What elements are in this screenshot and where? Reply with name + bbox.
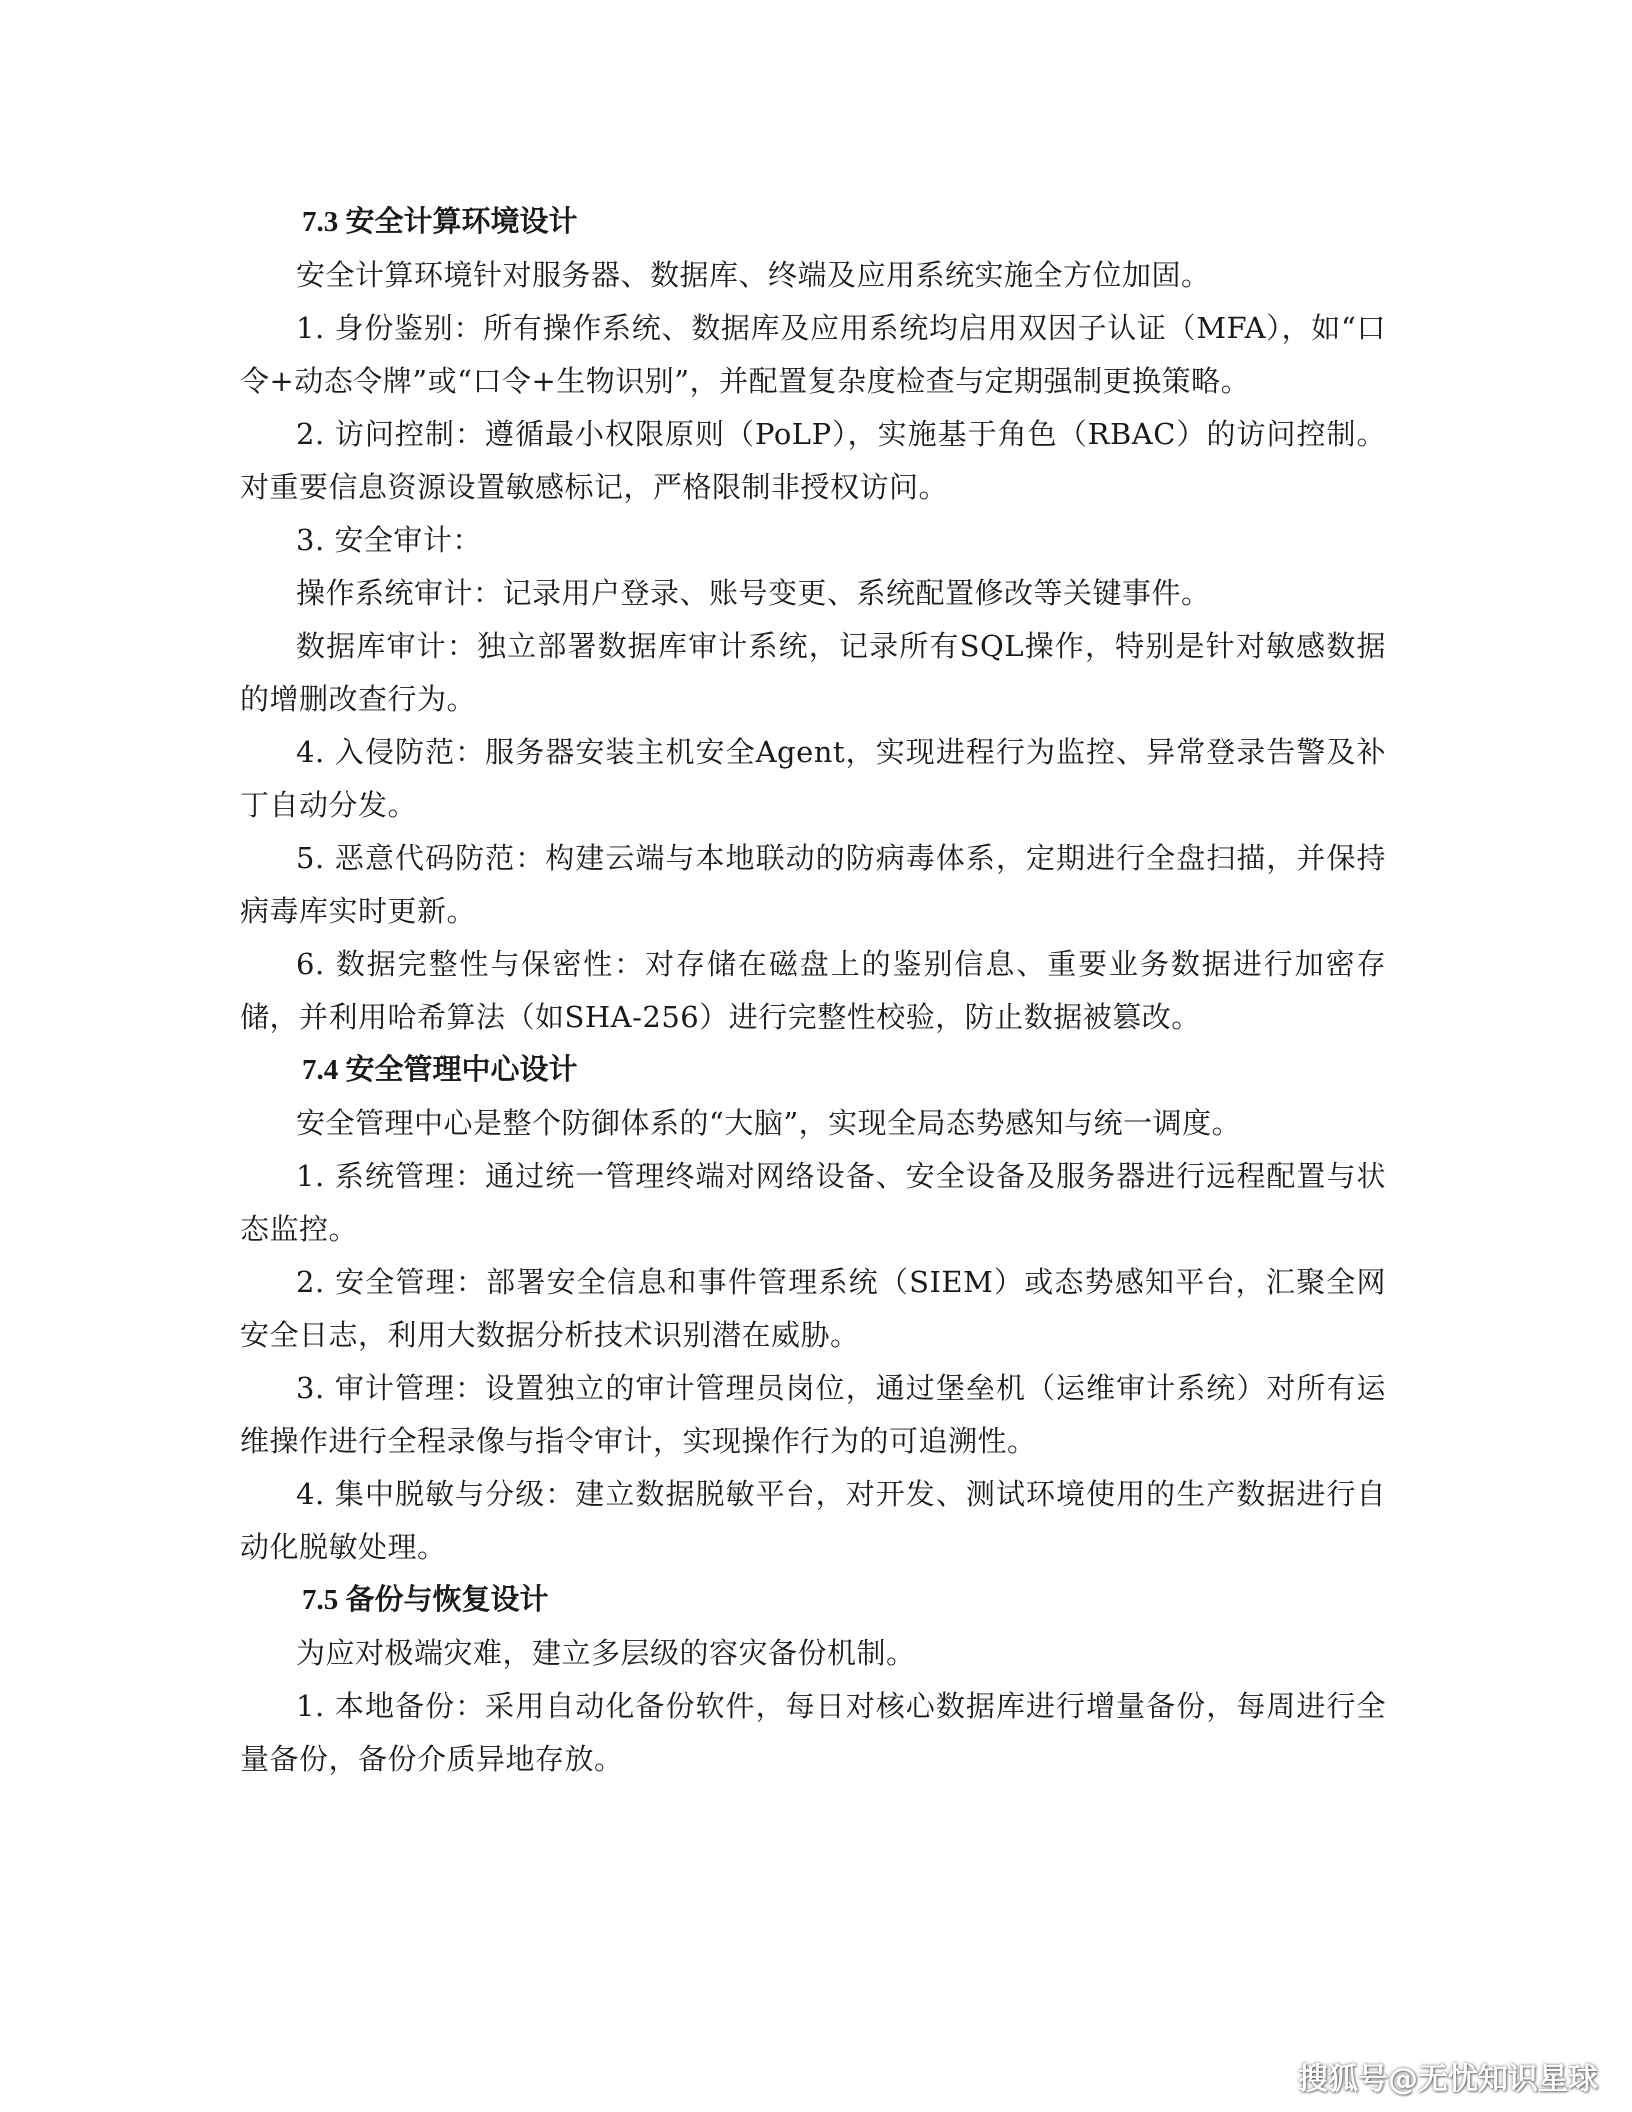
paragraph: 1. 身份鉴别：所有操作系统、数据库及应用系统均启用双因子认证（MFA），如“口令+动态令牌”或“口令+生物识别”，并配置复杂度检查与定期强制更换策略。 bbox=[240, 311, 1386, 398]
paragraph: 操作系统审计：记录用户登录、账号变更、系统配置修改等关键事件。 bbox=[296, 576, 1211, 610]
section-heading-7-4: 7.4 安全管理中心设计 bbox=[302, 1054, 578, 1086]
paragraph: 4. 入侵防范：服务器安装主机安全Agent，实现进程行为监控、异常登录告警及补丁自动分发。 bbox=[240, 735, 1386, 822]
paragraph: 安全计算环境针对服务器、数据库、终端及应用系统实施全方位加固。 bbox=[296, 258, 1211, 292]
paragraph: 6. 数据完整性与保密性：对存储在磁盘上的鉴别信息、重要业务数据进行加密存储，并利用哈希算法（如SHA-256）进行完整性校验，防止数据被篡改。 bbox=[240, 947, 1386, 1034]
paragraph: 为应对极端灾难，建立多层级的容灾备份机制。 bbox=[296, 1636, 916, 1670]
paragraph: 5. 恶意代码防范：构建云端与本地联动的防病毒体系，定期进行全盘扫描，并保持病毒库实时更新。 bbox=[240, 841, 1386, 928]
paragraph: 2. 访问控制：遵循最小权限原则（PoLP），实施基于角色（RBAC）的访问控制。对重要信息资源设置敏感标记，严格限制非授权访问。 bbox=[240, 417, 1386, 504]
watermark: 搜狐号@无忧知识星球 bbox=[1298, 2062, 1598, 2097]
paragraph: 3. 审计管理：设置独立的审计管理员岗位，通过堡垒机（运维审计系统）对所有运维操作进行全程录像与指令审计，实现操作行为的可追溯性。 bbox=[240, 1371, 1386, 1458]
paragraph: 2. 安全管理：部署安全信息和事件管理系统（SIEM）或态势感知平台，汇聚全网安全日志，利用大数据分析技术识别潜在威胁。 bbox=[240, 1265, 1386, 1352]
paragraph: 数据库审计：独立部署数据库审计系统，记录所有SQL操作，特别是针对敏感数据的增删改查行为。 bbox=[240, 629, 1386, 716]
paragraph: 3. 安全审计： bbox=[296, 523, 482, 557]
paragraph: 安全管理中心是整个防御体系的“大脑”，实现全局态势感知与统一调度。 bbox=[296, 1106, 1242, 1140]
paragraph: 4. 集中脱敏与分级：建立数据脱敏平台，对开发、测试环境使用的生产数据进行自动化脱敏处理。 bbox=[240, 1477, 1386, 1564]
section-heading-7-3: 7.3 安全计算环境设计 bbox=[302, 206, 578, 238]
paragraph: 1. 本地备份：采用自动化备份软件，每日对核心数据库进行增量备份，每周进行全量备份，备份介质异地存放。 bbox=[240, 1689, 1386, 1776]
document-body bbox=[240, 196, 1386, 1786]
paragraph: 1. 系统管理：通过统一管理终端对网络设备、安全设备及服务器进行远程配置与状态监控。 bbox=[240, 1159, 1386, 1246]
section-heading-7-5: 7.5 备份与恢复设计 bbox=[302, 1584, 549, 1616]
